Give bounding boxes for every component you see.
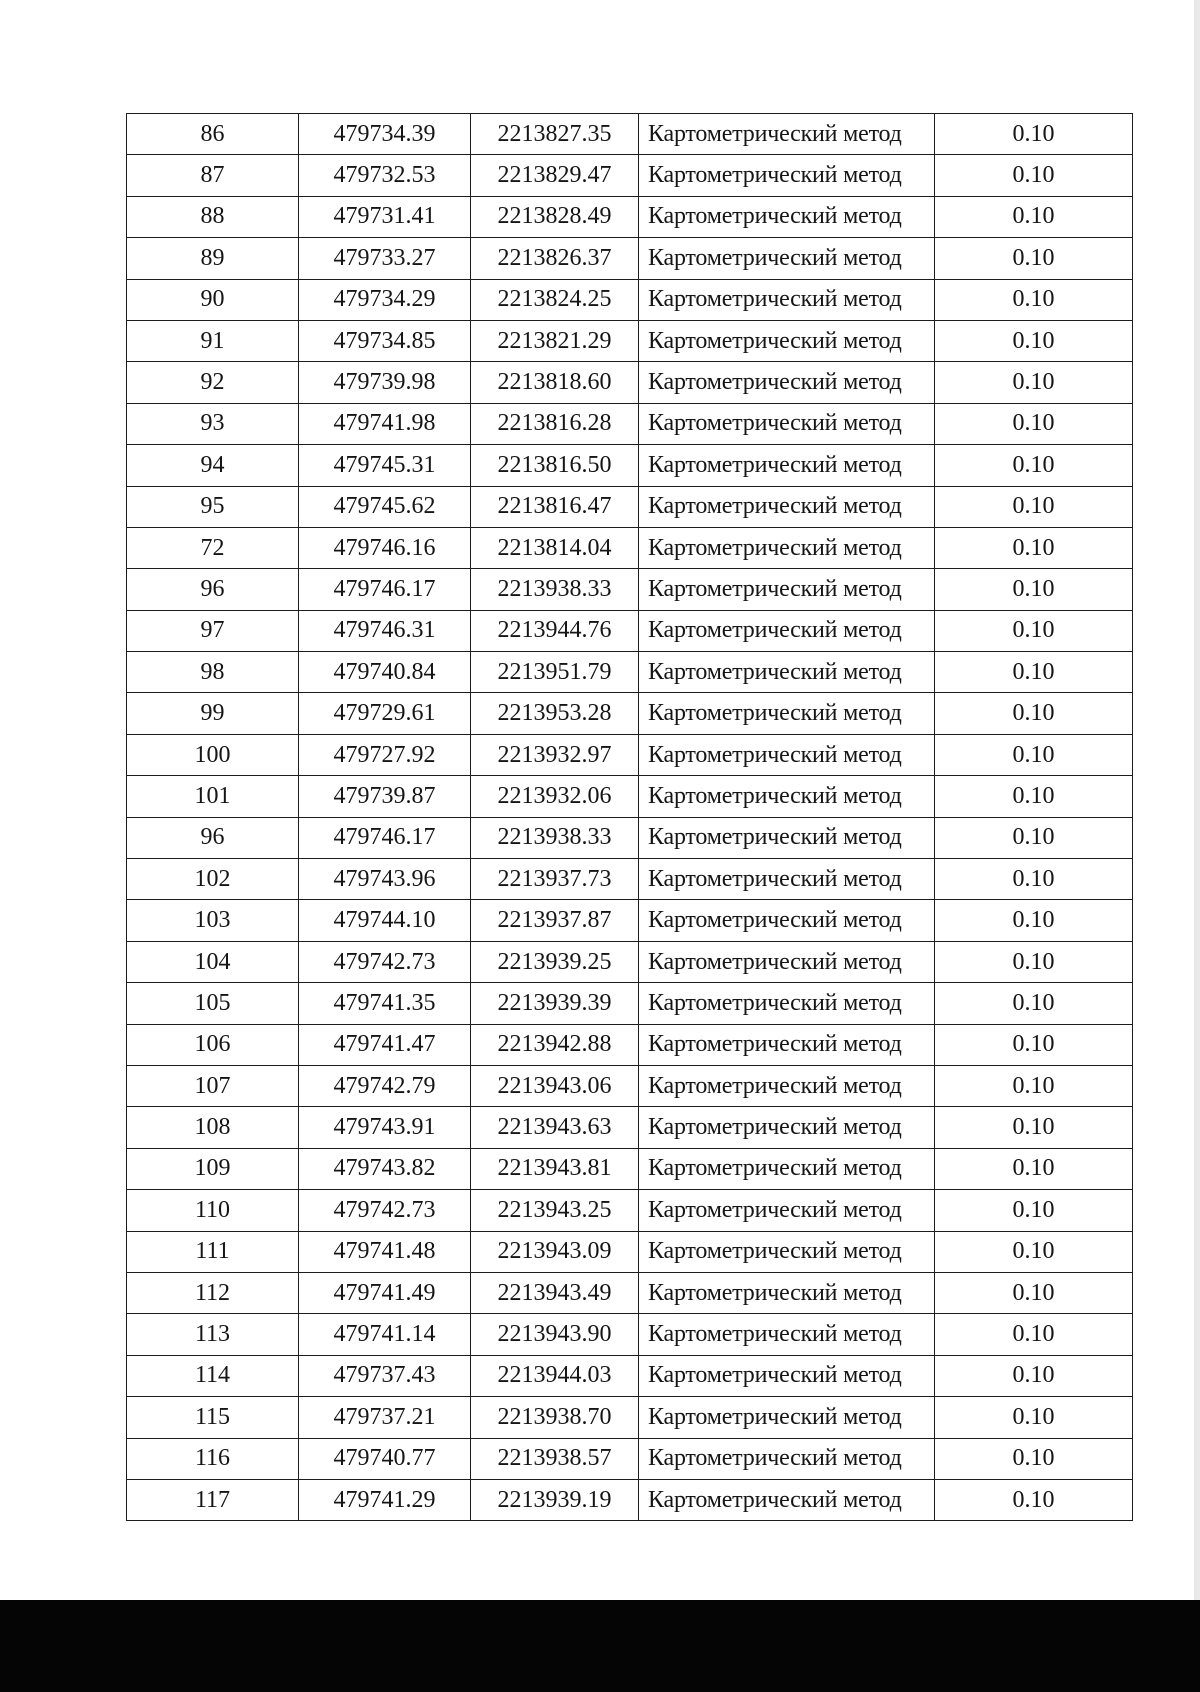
y-coordinate-cell: 2213932.97 [471, 734, 639, 775]
scan-bottom-band [0, 1600, 1200, 1692]
y-coordinate-cell: 2213816.50 [471, 445, 639, 486]
method-cell: Картометрический метод [639, 569, 935, 610]
accuracy-cell: 0.10 [935, 527, 1133, 568]
accuracy-cell: 0.10 [935, 403, 1133, 444]
method-cell: Картометрический метод [639, 610, 935, 651]
method-cell: Картометрический метод [639, 652, 935, 693]
x-coordinate-cell: 479741.98 [299, 403, 471, 444]
method-cell: Картометрический метод [639, 1272, 935, 1313]
method-cell: Картометрический метод [639, 1024, 935, 1065]
y-coordinate-cell: 2213953.28 [471, 693, 639, 734]
method-cell: Картометрический метод [639, 1065, 935, 1106]
x-coordinate-cell: 479746.17 [299, 817, 471, 858]
accuracy-cell: 0.10 [935, 569, 1133, 610]
method-cell: Картометрический метод [639, 900, 935, 941]
table-row [127, 776, 1133, 817]
table-row [127, 1397, 1133, 1438]
point-number-cell: 108 [127, 1107, 299, 1148]
table-row [127, 652, 1133, 693]
table-row [127, 1190, 1133, 1231]
method-cell: Картометрический метод [639, 1479, 935, 1520]
x-coordinate-cell: 479727.92 [299, 734, 471, 775]
table-row [127, 155, 1133, 196]
table-row [127, 941, 1133, 982]
accuracy-cell: 0.10 [935, 362, 1133, 403]
table-row [127, 610, 1133, 651]
method-cell: Картометрический метод [639, 238, 935, 279]
point-number-cell: 91 [127, 320, 299, 361]
y-coordinate-cell: 2213818.60 [471, 362, 639, 403]
x-coordinate-cell: 479741.47 [299, 1024, 471, 1065]
y-coordinate-cell: 2213826.37 [471, 238, 639, 279]
method-cell: Картометрический метод [639, 941, 935, 982]
accuracy-cell: 0.10 [935, 776, 1133, 817]
method-cell: Картометрический метод [639, 1438, 935, 1479]
x-coordinate-cell: 479737.43 [299, 1355, 471, 1396]
accuracy-cell: 0.10 [935, 1065, 1133, 1106]
accuracy-cell: 0.10 [935, 734, 1133, 775]
table-row [127, 114, 1133, 155]
table-row [127, 527, 1133, 568]
x-coordinate-cell: 479731.41 [299, 196, 471, 237]
table-row [127, 569, 1133, 610]
method-cell: Картометрический метод [639, 279, 935, 320]
point-number-cell: 87 [127, 155, 299, 196]
table-row [127, 900, 1133, 941]
x-coordinate-cell: 479746.31 [299, 610, 471, 651]
point-number-cell: 89 [127, 238, 299, 279]
x-coordinate-cell: 479743.96 [299, 859, 471, 900]
y-coordinate-cell: 2213824.25 [471, 279, 639, 320]
accuracy-cell: 0.10 [935, 1314, 1133, 1355]
method-cell: Картометрический метод [639, 734, 935, 775]
y-coordinate-cell: 2213942.88 [471, 1024, 639, 1065]
method-cell: Картометрический метод [639, 403, 935, 444]
y-coordinate-cell: 2213938.33 [471, 817, 639, 858]
x-coordinate-cell: 479743.82 [299, 1148, 471, 1189]
point-number-cell: 106 [127, 1024, 299, 1065]
point-number-cell: 110 [127, 1190, 299, 1231]
point-number-cell: 100 [127, 734, 299, 775]
y-coordinate-cell: 2213938.57 [471, 1438, 639, 1479]
x-coordinate-cell: 479734.39 [299, 114, 471, 155]
point-number-cell: 90 [127, 279, 299, 320]
x-coordinate-cell: 479737.21 [299, 1397, 471, 1438]
y-coordinate-cell: 2213932.06 [471, 776, 639, 817]
method-cell: Картометрический метод [639, 693, 935, 734]
method-cell: Картометрический метод [639, 1314, 935, 1355]
x-coordinate-cell: 479741.29 [299, 1479, 471, 1520]
method-cell: Картометрический метод [639, 817, 935, 858]
table-row [127, 1479, 1133, 1520]
accuracy-cell: 0.10 [935, 1190, 1133, 1231]
y-coordinate-cell: 2213944.76 [471, 610, 639, 651]
table-row [127, 734, 1133, 775]
table-row [127, 1438, 1133, 1479]
accuracy-cell: 0.10 [935, 320, 1133, 361]
accuracy-cell: 0.10 [935, 1397, 1133, 1438]
point-number-cell: 102 [127, 859, 299, 900]
x-coordinate-cell: 479733.27 [299, 238, 471, 279]
method-cell: Картометрический метод [639, 155, 935, 196]
x-coordinate-cell: 479734.85 [299, 320, 471, 361]
table-row [127, 1024, 1133, 1065]
table-row [127, 983, 1133, 1024]
table-row [127, 1231, 1133, 1272]
method-cell: Картометрический метод [639, 114, 935, 155]
accuracy-cell: 0.10 [935, 196, 1133, 237]
table-row [127, 1148, 1133, 1189]
accuracy-cell: 0.10 [935, 1272, 1133, 1313]
table-row [127, 196, 1133, 237]
method-cell: Картометрический метод [639, 527, 935, 568]
point-number-cell: 92 [127, 362, 299, 403]
y-coordinate-cell: 2213816.28 [471, 403, 639, 444]
method-cell: Картометрический метод [639, 1397, 935, 1438]
table-row [127, 1065, 1133, 1106]
table-row [127, 362, 1133, 403]
y-coordinate-cell: 2213943.90 [471, 1314, 639, 1355]
x-coordinate-cell: 479743.91 [299, 1107, 471, 1148]
y-coordinate-cell: 2213937.73 [471, 859, 639, 900]
table-row [127, 1314, 1133, 1355]
table-row [127, 445, 1133, 486]
point-number-cell: 103 [127, 900, 299, 941]
y-coordinate-cell: 2213944.03 [471, 1355, 639, 1396]
y-coordinate-cell: 2213943.63 [471, 1107, 639, 1148]
table-row [127, 1107, 1133, 1148]
x-coordinate-cell: 479741.49 [299, 1272, 471, 1313]
table-row [127, 320, 1133, 361]
table-row [127, 403, 1133, 444]
method-cell: Картометрический метод [639, 1190, 935, 1231]
coordinates-table-body [127, 114, 1133, 1521]
accuracy-cell: 0.10 [935, 900, 1133, 941]
accuracy-cell: 0.10 [935, 1479, 1133, 1520]
accuracy-cell: 0.10 [935, 693, 1133, 734]
method-cell: Картометрический метод [639, 1148, 935, 1189]
accuracy-cell: 0.10 [935, 941, 1133, 982]
table-row [127, 817, 1133, 858]
method-cell: Картометрический метод [639, 196, 935, 237]
table-row [127, 1355, 1133, 1396]
accuracy-cell: 0.10 [935, 279, 1133, 320]
accuracy-cell: 0.10 [935, 610, 1133, 651]
point-number-cell: 115 [127, 1397, 299, 1438]
y-coordinate-cell: 2213943.09 [471, 1231, 639, 1272]
y-coordinate-cell: 2213943.49 [471, 1272, 639, 1313]
point-number-cell: 98 [127, 652, 299, 693]
coordinates-table [126, 113, 1133, 1521]
point-number-cell: 101 [127, 776, 299, 817]
point-number-cell: 94 [127, 445, 299, 486]
method-cell: Картометрический метод [639, 859, 935, 900]
accuracy-cell: 0.10 [935, 1107, 1133, 1148]
y-coordinate-cell: 2213829.47 [471, 155, 639, 196]
accuracy-cell: 0.10 [935, 817, 1133, 858]
point-number-cell: 107 [127, 1065, 299, 1106]
y-coordinate-cell: 2213939.19 [471, 1479, 639, 1520]
point-number-cell: 95 [127, 486, 299, 527]
point-number-cell: 99 [127, 693, 299, 734]
accuracy-cell: 0.10 [935, 114, 1133, 155]
accuracy-cell: 0.10 [935, 486, 1133, 527]
method-cell: Картометрический метод [639, 776, 935, 817]
table-row [127, 279, 1133, 320]
y-coordinate-cell: 2213943.81 [471, 1148, 639, 1189]
point-number-cell: 97 [127, 610, 299, 651]
method-cell: Картометрический метод [639, 362, 935, 403]
y-coordinate-cell: 2213821.29 [471, 320, 639, 361]
point-number-cell: 114 [127, 1355, 299, 1396]
point-number-cell: 96 [127, 817, 299, 858]
x-coordinate-cell: 479741.48 [299, 1231, 471, 1272]
y-coordinate-cell: 2213827.35 [471, 114, 639, 155]
accuracy-cell: 0.10 [935, 652, 1133, 693]
point-number-cell: 111 [127, 1231, 299, 1272]
x-coordinate-cell: 479741.35 [299, 983, 471, 1024]
x-coordinate-cell: 479746.16 [299, 527, 471, 568]
x-coordinate-cell: 479746.17 [299, 569, 471, 610]
point-number-cell: 72 [127, 527, 299, 568]
y-coordinate-cell: 2213951.79 [471, 652, 639, 693]
accuracy-cell: 0.10 [935, 859, 1133, 900]
y-coordinate-cell: 2213943.06 [471, 1065, 639, 1106]
y-coordinate-cell: 2213814.04 [471, 527, 639, 568]
x-coordinate-cell: 479732.53 [299, 155, 471, 196]
y-coordinate-cell: 2213816.47 [471, 486, 639, 527]
x-coordinate-cell: 479741.14 [299, 1314, 471, 1355]
point-number-cell: 93 [127, 403, 299, 444]
y-coordinate-cell: 2213939.39 [471, 983, 639, 1024]
method-cell: Картометрический метод [639, 320, 935, 361]
x-coordinate-cell: 479744.10 [299, 900, 471, 941]
point-number-cell: 105 [127, 983, 299, 1024]
point-number-cell: 104 [127, 941, 299, 982]
x-coordinate-cell: 479742.73 [299, 941, 471, 982]
point-number-cell: 96 [127, 569, 299, 610]
x-coordinate-cell: 479745.62 [299, 486, 471, 527]
accuracy-cell: 0.10 [935, 445, 1133, 486]
table-row [127, 693, 1133, 734]
method-cell: Картометрический метод [639, 1107, 935, 1148]
y-coordinate-cell: 2213938.33 [471, 569, 639, 610]
y-coordinate-cell: 2213943.25 [471, 1190, 639, 1231]
x-coordinate-cell: 479742.79 [299, 1065, 471, 1106]
x-coordinate-cell: 479742.73 [299, 1190, 471, 1231]
method-cell: Картометрический метод [639, 1355, 935, 1396]
accuracy-cell: 0.10 [935, 1438, 1133, 1479]
accuracy-cell: 0.10 [935, 983, 1133, 1024]
table-row [127, 238, 1133, 279]
x-coordinate-cell: 479745.31 [299, 445, 471, 486]
x-coordinate-cell: 479739.87 [299, 776, 471, 817]
table-row [127, 1272, 1133, 1313]
method-cell: Картометрический метод [639, 445, 935, 486]
y-coordinate-cell: 2213938.70 [471, 1397, 639, 1438]
accuracy-cell: 0.10 [935, 155, 1133, 196]
table-row [127, 859, 1133, 900]
accuracy-cell: 0.10 [935, 1148, 1133, 1189]
accuracy-cell: 0.10 [935, 1024, 1133, 1065]
point-number-cell: 113 [127, 1314, 299, 1355]
x-coordinate-cell: 479739.98 [299, 362, 471, 403]
point-number-cell: 86 [127, 114, 299, 155]
point-number-cell: 112 [127, 1272, 299, 1313]
x-coordinate-cell: 479740.84 [299, 652, 471, 693]
y-coordinate-cell: 2213828.49 [471, 196, 639, 237]
x-coordinate-cell: 479729.61 [299, 693, 471, 734]
point-number-cell: 117 [127, 1479, 299, 1520]
x-coordinate-cell: 479734.29 [299, 279, 471, 320]
point-number-cell: 116 [127, 1438, 299, 1479]
point-number-cell: 109 [127, 1148, 299, 1189]
method-cell: Картометрический метод [639, 486, 935, 527]
accuracy-cell: 0.10 [935, 1231, 1133, 1272]
accuracy-cell: 0.10 [935, 1355, 1133, 1396]
method-cell: Картометрический метод [639, 1231, 935, 1272]
y-coordinate-cell: 2213939.25 [471, 941, 639, 982]
y-coordinate-cell: 2213937.87 [471, 900, 639, 941]
page-edge [1194, 0, 1200, 1692]
method-cell: Картометрический метод [639, 983, 935, 1024]
table-row [127, 486, 1133, 527]
accuracy-cell: 0.10 [935, 238, 1133, 279]
point-number-cell: 88 [127, 196, 299, 237]
x-coordinate-cell: 479740.77 [299, 1438, 471, 1479]
